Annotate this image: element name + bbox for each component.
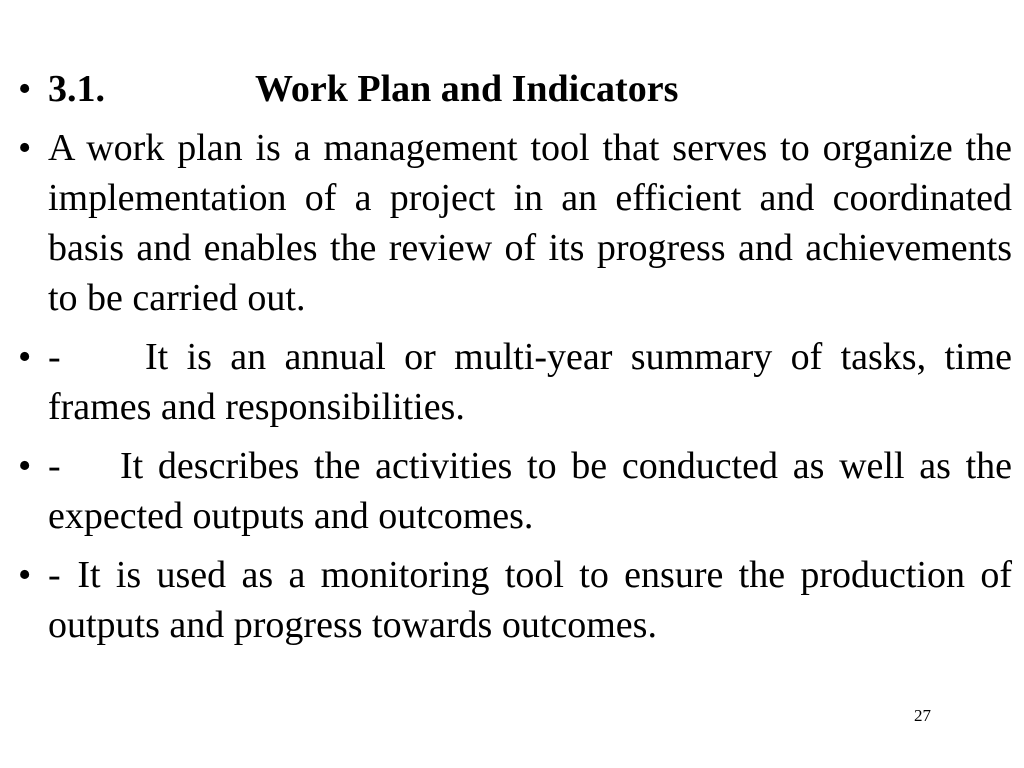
definition-text: A work plan is a management tool that serves to organize the implementation of a project in an efficient and coordinated basis and enables the review of its progress and achievements to be carried out.: [48, 127, 1012, 319]
section-heading: [48, 68, 678, 110]
bullet-summary: [14, 332, 1012, 432]
section-number: 3.1.: [48, 68, 105, 110]
dash-marker: -: [48, 336, 61, 378]
bullet-marker: •: [18, 127, 32, 169]
dash-marker: -: [48, 554, 61, 596]
bullet-marker: •: [18, 68, 32, 110]
bullet-definition: [14, 123, 1012, 323]
bullet-marker: •: [18, 445, 32, 487]
summary-text: It is an annual or multi-year summary of tasks, time frames and responsibilities.: [48, 336, 1012, 428]
bullet-marker: •: [18, 336, 32, 378]
activities-text: It describes the activities to be conducted as well as the expected outputs and outcomes.: [48, 445, 1012, 537]
page-number: 27: [914, 706, 931, 725]
bullet-marker: •: [18, 554, 32, 596]
monitoring-text: It is used as a monitoring tool to ensure the production of outputs and progress towards outcomes.: [48, 554, 1013, 646]
section-title: Work Plan and Indicators: [255, 68, 679, 110]
bullet-activities: [14, 441, 1012, 541]
bullet-monitoring: [14, 550, 1012, 650]
dash-marker: -: [48, 445, 61, 487]
bullet-heading: [14, 64, 1012, 114]
slide-body: [14, 64, 1012, 659]
